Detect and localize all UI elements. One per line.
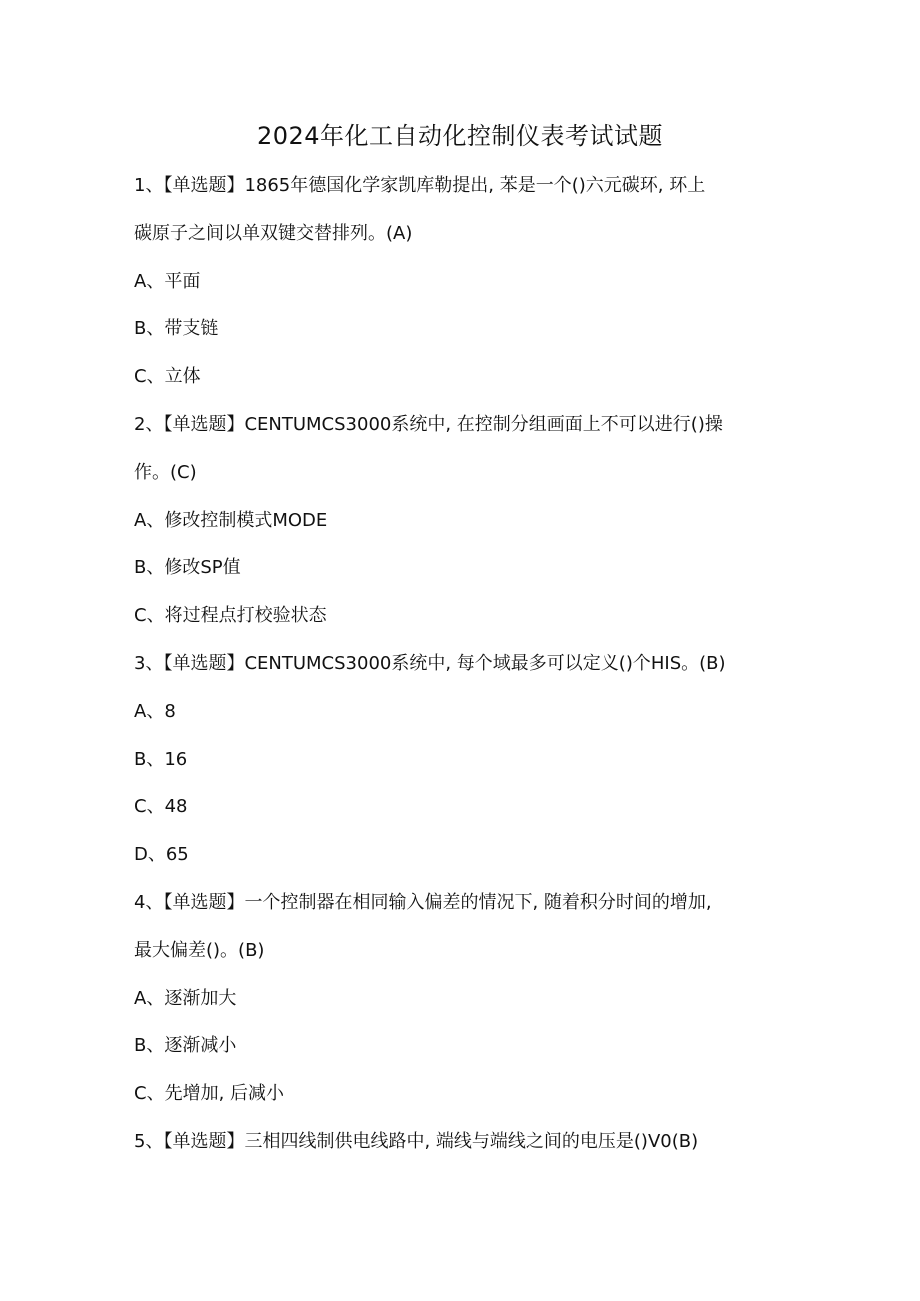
question-1-option-b: B、带支链 — [134, 318, 219, 340]
question-2-option-c: C、将过程点打校验状态 — [134, 605, 327, 627]
question-3-option-a: A、8 — [134, 700, 176, 722]
question-4-option-c: C、先增加, 后减小 — [134, 1083, 285, 1105]
question-2-option-b: B、修改SP值 — [134, 557, 241, 579]
question-3-option-b: B、16 — [134, 748, 188, 770]
question-4-option-a: A、逐渐加大 — [134, 987, 237, 1009]
document-title: 2024年化工自动化控制仪表考试试题 — [256, 122, 664, 150]
question-1-option-c: C、立体 — [134, 366, 201, 388]
question-2-option-a: A、修改控制模式MODE — [134, 509, 328, 531]
question-2-stem-line-1: 2、【单选题】CENTUMCS3000系统中, 在控制分组画面上不可以进行()操 — [134, 413, 723, 435]
question-4-stem-line-2: 最大偏差()。(B) — [134, 939, 265, 961]
question-4-stem-line-1: 4、【单选题】一个控制器在相同输入偏差的情况下, 随着积分时间的增加, — [134, 891, 712, 913]
question-3-option-c: C、48 — [134, 796, 188, 818]
question-list — [134, 170, 794, 1174]
question-4-option-b: B、逐渐减小 — [134, 1035, 237, 1057]
question-5-stem: 5、【单选题】三相四线制供电线路中, 端线与端线之间的电压是()V0(B) — [134, 1130, 699, 1152]
question-1-stem-line-2: 碳原子之间以单双键交替排列。(A) — [134, 222, 413, 244]
question-2-stem-line-2: 作。(C) — [134, 461, 197, 483]
question-1-stem-line-1: 1、【单选题】1865年德国化学家凯库勒提出, 苯是一个()六元碳环, 环上 — [134, 175, 706, 196]
question-1-option-a: A、平面 — [134, 270, 201, 292]
question-3-stem: 3、【单选题】CENTUMCS3000系统中, 每个域最多可以定义()个HIS。(B) — [134, 652, 726, 674]
question-3-option-d: D、65 — [134, 844, 189, 866]
